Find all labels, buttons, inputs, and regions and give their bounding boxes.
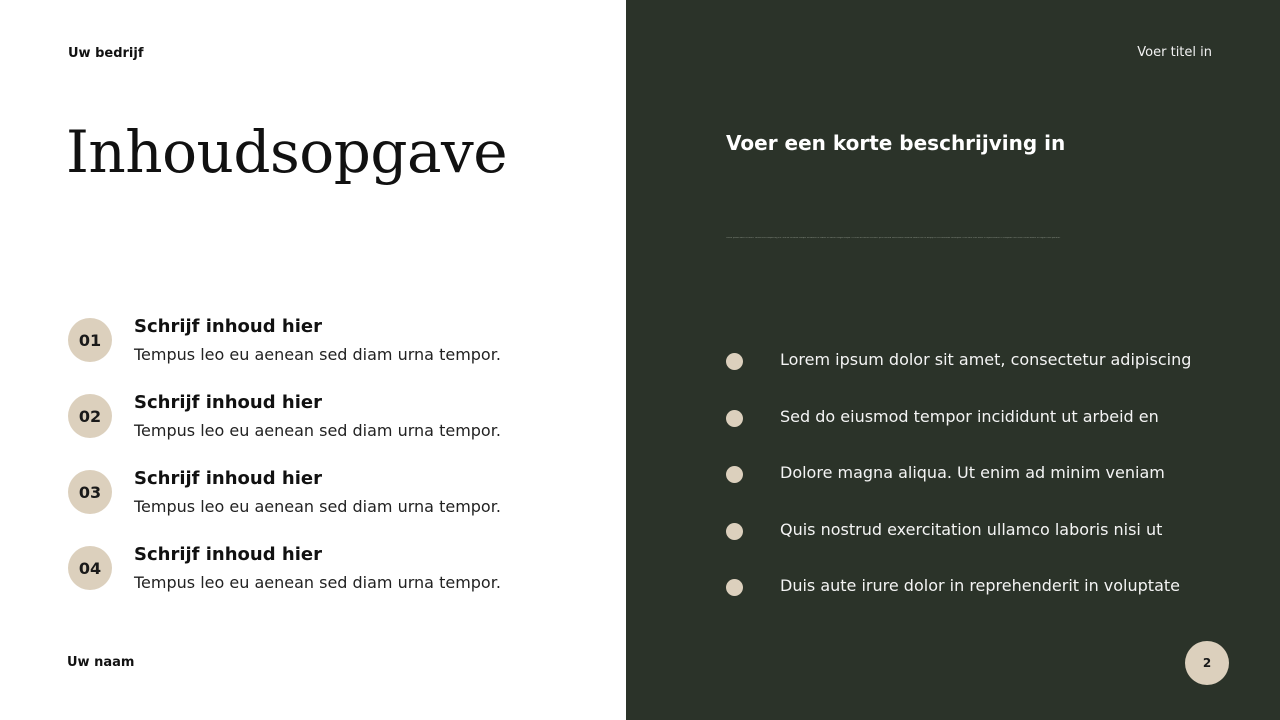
- list-item-text: Duis aute irure dolor in reprehenderit in voluptate: [780, 576, 1180, 595]
- toc-item-heading: Schrijf inhoud hier: [134, 468, 322, 489]
- item-number-badge: 01: [68, 318, 112, 362]
- page-number-badge: 2: [1185, 641, 1229, 685]
- table-of-contents: [68, 314, 608, 618]
- header-title: Voer titel in: [1137, 45, 1212, 60]
- list-item-text: Quis nostrud exercitation ullamco laboris nisi ut: [780, 519, 1163, 539]
- toc-item-text: Tempus leo eu aenean sed diam urna tempor.: [134, 345, 501, 364]
- bullet-dot-icon: [726, 579, 743, 596]
- page-title: Inhoudsopgave: [66, 118, 508, 186]
- toc-item: [68, 542, 608, 618]
- toc-item-heading: Schrijf inhoud hier: [134, 392, 322, 413]
- company-name: Uw bedrijf: [68, 46, 144, 61]
- toc-item-text: Tempus leo eu aenean sed diam urna tempor.: [134, 497, 501, 516]
- toc-item: [68, 314, 608, 390]
- left-panel: [0, 0, 626, 720]
- bullet-dot-icon: [726, 523, 743, 540]
- toc-item-text: Tempus leo eu aenean sed diam urna tempor.: [134, 421, 501, 440]
- toc-item: [68, 390, 608, 466]
- toc-item-heading: Schrijf inhoud hier: [134, 316, 322, 337]
- toc-item-heading: Schrijf inhoud hier: [134, 544, 322, 565]
- toc-item-text: Tempus leo eu aenean sed diam urna tempor.: [134, 573, 501, 592]
- list-item-text: Lorem ipsum dolor sit amet, consectetur adipiscing: [780, 350, 1192, 369]
- item-number-badge: 04: [68, 546, 112, 590]
- fine-print-text: Lorem ipsum dolor sit amet, consectetur adipiscing elit, sed do eiusmod tempor incididunt ut labore et dolore magna aliqua. Ut enim ad minim veniam, quis nostrud exercitation ullamco laboris nisi ut aliquip ex ea commodo consequat. Duis aute irure dolor in reprehenderit in voluptate velit esse cillum dolore eu fugiat nulla pariatur.: [726, 237, 1061, 239]
- item-number-badge: 02: [68, 394, 112, 438]
- list-item-text: Dolore magna aliqua. Ut enim ad minim veniam: [780, 463, 1165, 482]
- item-number-badge: 03: [68, 470, 112, 514]
- bullet-dot-icon: [726, 466, 743, 483]
- right-panel: [626, 0, 1280, 720]
- toc-item: [68, 466, 608, 542]
- short-description-heading: Voer een korte beschrijving in: [726, 131, 1066, 155]
- author-name: Uw naam: [67, 655, 135, 670]
- list-item-text: Sed do eiusmod tempor incididunt ut arbeid en: [780, 406, 1159, 426]
- bullet-dot-icon: [726, 353, 743, 370]
- bullet-dot-icon: [726, 410, 743, 427]
